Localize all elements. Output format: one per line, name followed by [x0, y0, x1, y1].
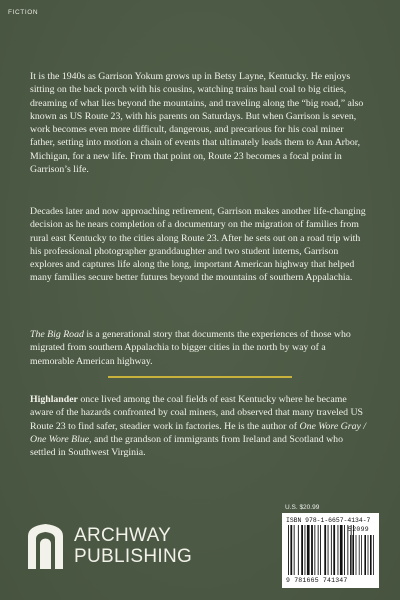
- price-label: U.S. $20.99: [285, 504, 320, 511]
- synopsis-paragraph-3: [30, 328, 370, 368]
- synopsis-paragraph-1: [30, 70, 370, 176]
- barcode-addon-digits: 52099: [348, 526, 370, 533]
- synopsis-text-2: Decades later and now approaching retirement, Garrison makes another life-changing decision as he nears completion of a documentary on the migration of families from rural east Kentucky to the cities along Route 23. After he sets out on a road trip with his professional photographer granddaughter and two student interns, Garrison explores and captures life along the long, important American highway that helped many families secure better futures beyond the mountains of southern Appalachia.: [30, 206, 366, 284]
- synopsis-text-1: It is the 1940s as Garrison Yokum grows up in Betsy Layne, Kentucky. He enjoys sitting on the back porch with his cousins, watching trains haul coal to big cities, dreaming of what lies beyond the mountains, and traveling along the “big road,” also known as US Route 23, with his parents on Saturdays. But when Garrison is seven, work becomes even more difficult, dangerous, and precarious for his coal miner father, setting into motion a chain of events that ultimately leads them to Ann Arbor, Michigan, for a new life. From that point on, Route 23 becomes a focal point in Garrison’s life.: [30, 71, 364, 176]
- barcode: [282, 513, 379, 588]
- author-name: Highlander: [30, 394, 78, 405]
- barcode-ean-digits: 9 781665 741347: [286, 577, 348, 584]
- synopsis-paragraph-2: [30, 205, 370, 285]
- publisher-name-line-2: PUBLISHING: [74, 546, 193, 567]
- author-bio-text-1: once lived among the coal fields of east Kentucky where he became aware of the hazards confronted by coal miners, and observed that many traveled US Route 23 to find safer, steadier work in factories. He is the author of: [30, 394, 363, 432]
- publisher-name: [74, 525, 192, 567]
- synopsis-text-3: is a generational story that documents the experiences of those who migrated from southern Appalachia to bigger cities in the north by way of a memorable American highway.: [30, 329, 351, 367]
- author-bio-text-2: , and the grandson of immigrants from Ireland and Scotland who settled in Southwest Virginia.: [30, 433, 343, 459]
- author-bio: [30, 393, 370, 459]
- archway-icon: [24, 522, 67, 570]
- isbn-label: ISBN 978-1-6657-4134-7: [286, 517, 371, 524]
- divider-rule: [108, 376, 292, 378]
- other-book-title: One Wore Gray / One Wore Blue: [30, 420, 366, 445]
- book-title-italic: The Big Road: [30, 329, 84, 340]
- publisher-logo: [24, 518, 193, 578]
- publisher-name-line-1: ARCHWAY: [74, 525, 172, 546]
- genre-label: FICTION: [8, 9, 39, 16]
